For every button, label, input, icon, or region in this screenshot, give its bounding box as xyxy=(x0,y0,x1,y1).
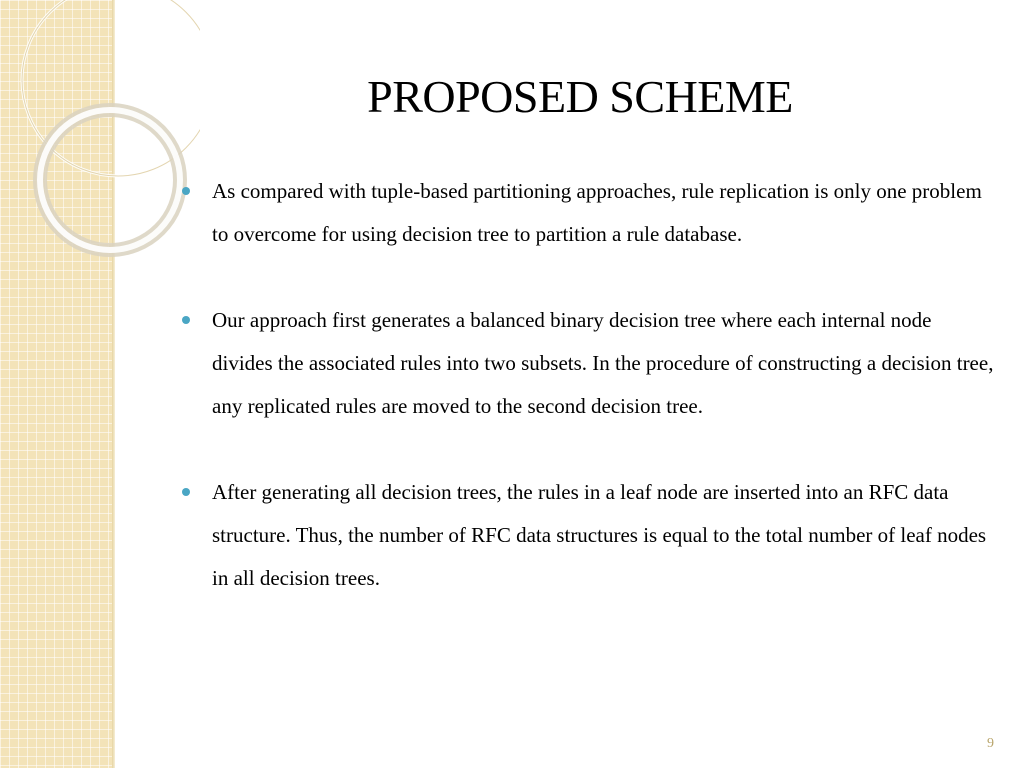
bullet-text: After generating all decision trees, the rules in a leaf node are inserted into an RFC data structure. Thus, the number of RFC data structures is equal to the total number of leaf nodes in all decision trees. xyxy=(212,480,987,590)
bullet-list xyxy=(182,170,997,643)
bullet-item xyxy=(182,170,997,256)
bullet-text: Our approach first generates a balanced binary decision tree where each internal node divides the associated rules into two subsets. In the procedure of constructing a decision tree, any replicated rules are moved to the second decision tree. xyxy=(212,308,994,418)
bullet-dot-icon xyxy=(182,187,190,195)
bullet-dot-icon xyxy=(182,316,190,324)
bullet-dot-icon xyxy=(182,488,190,496)
slide-title: PROPOSED SCHEME xyxy=(367,71,793,122)
side-band-edge xyxy=(112,0,115,768)
decorative-side-band xyxy=(0,0,112,768)
bullet-text: As compared with tuple-based partitioning approaches, rule replication is only one problem to overcome for using decision tree to partition a rule database. xyxy=(212,179,982,246)
bullet-item xyxy=(182,471,997,600)
page-number: 9 xyxy=(987,736,994,751)
bullet-item xyxy=(182,299,997,428)
